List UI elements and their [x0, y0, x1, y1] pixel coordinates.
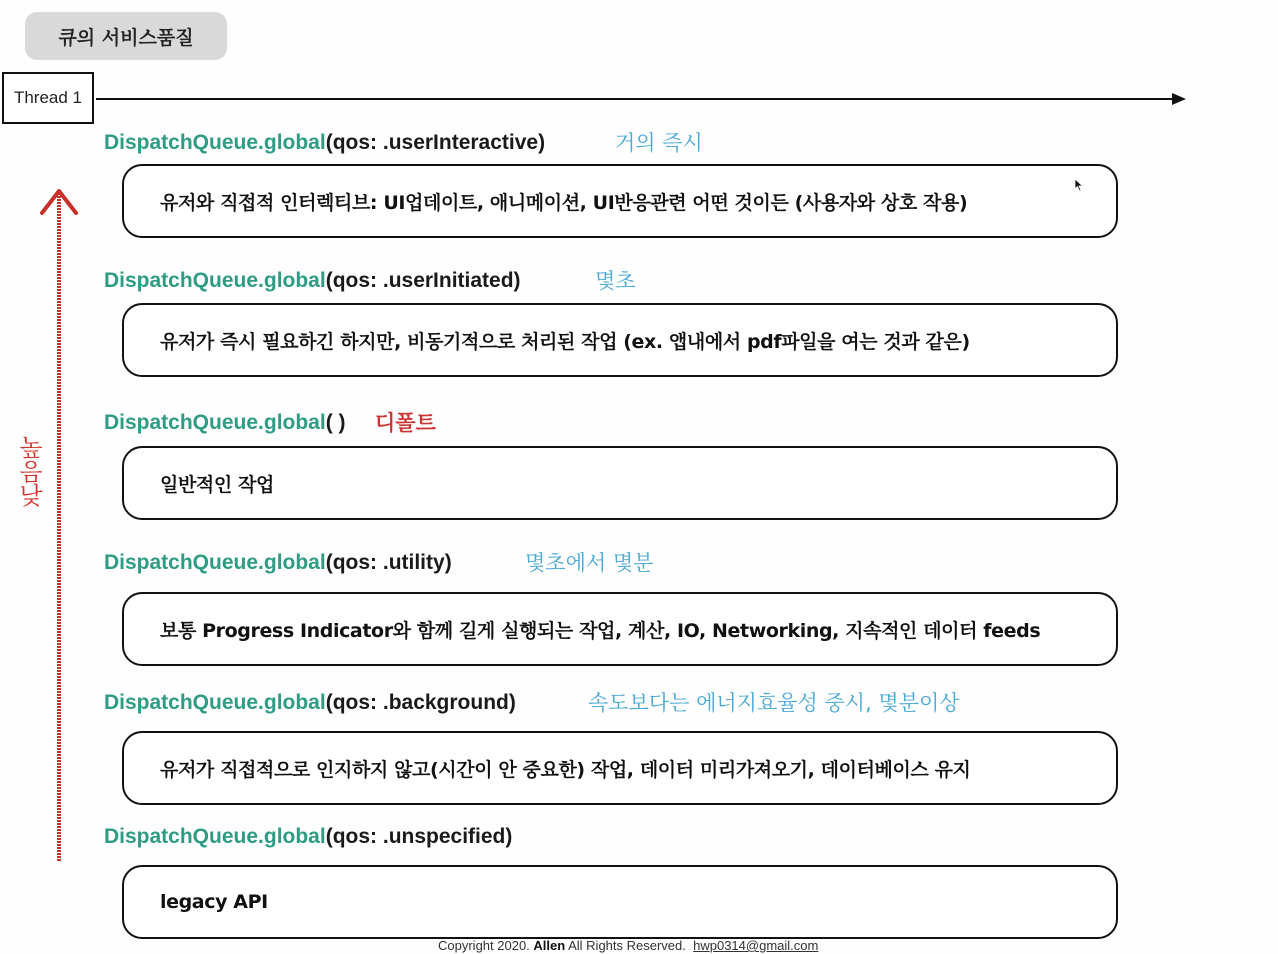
qos-description-user-interactive: 유저와 직접적 인터렉티브: UI업데이트, 애니메이션, UI반응관련 어떤 것이든 (사용자와 상호 작용): [122, 164, 1118, 238]
qos-note-user-interactive: 거의 즉시: [615, 131, 703, 155]
qos-description-unspecified: legacy API: [122, 865, 1118, 939]
qos-note-user-initiated: 몇초: [595, 269, 636, 293]
qos-class-name: DispatchQueue.global: [104, 131, 326, 154]
qos-class-name: DispatchQueue.global: [104, 411, 326, 434]
qos-args: (qos: .background): [325, 691, 516, 714]
priority-up-arrow: [36, 185, 82, 865]
thread-label: Thread 1: [2, 72, 94, 124]
qos-note-background: 속도보다는 에너지효율성 중시, 몇분이상: [588, 691, 960, 715]
qos-args: (qos: .userInteractive): [325, 131, 546, 154]
slide-title: 큐의 서비스품질: [25, 12, 227, 60]
qos-header-default: [104, 410, 346, 436]
qos-class-name: DispatchQueue.global: [104, 825, 326, 848]
qos-class-name: DispatchQueue.global: [104, 551, 326, 574]
qos-args: ( ): [325, 411, 346, 434]
qos-description-user-initiated: 유저가 즉시 필요하긴 하지만, 비동기적으로 처리된 작업 (ex. 앱내에서 pdf파일을 여는 것과 같은): [122, 303, 1118, 377]
qos-header-user-initiated: [104, 268, 521, 294]
qos-description-utility: 보통 Progress Indicator와 함께 길게 실행되는 작업, 계산, IO, Networking, 지속적인 데이터 feeds: [122, 592, 1118, 666]
qos-class-name: DispatchQueue.global: [104, 691, 326, 714]
qos-header-unspecified: [104, 824, 512, 850]
qos-args: (qos: .unspecified): [325, 825, 513, 848]
footer-email-link[interactable]: hwp0314@gmail.com: [693, 938, 819, 953]
priority-char-2: 음: [19, 458, 43, 486]
mouse-cursor-icon: [1074, 178, 1084, 192]
qos-header-background: [104, 690, 516, 716]
qos-args: (qos: .utility): [325, 551, 452, 574]
qos-class-name: DispatchQueue.global: [104, 269, 326, 292]
qos-args: (qos: .userInitiated): [325, 269, 521, 292]
footer-author: Allen: [533, 938, 566, 953]
qos-description-background: 유저가 직접적으로 인지하지 않고(시간이 안 중요한) 작업, 데이터 미리가져오기, 데이터베이스 유지: [122, 731, 1118, 805]
priority-char-3: 낮: [19, 482, 43, 510]
footer-copyright-text: Copyright 2020.: [438, 938, 530, 953]
qos-note-utility: 몇초에서 몇분: [525, 551, 654, 575]
footer-copyright: [438, 938, 818, 953]
qos-header-utility: [104, 550, 452, 576]
qos-note-default: 디폴트: [375, 411, 436, 435]
priority-char-1: 높: [19, 434, 43, 462]
footer-rights: All Rights Reserved.: [568, 938, 686, 953]
qos-header-user-interactive: [104, 130, 545, 156]
priority-label: [14, 436, 48, 508]
timeline-arrowhead: [1172, 93, 1186, 105]
qos-description-default: 일반적인 작업: [122, 446, 1118, 520]
timeline-line: [96, 98, 1174, 100]
